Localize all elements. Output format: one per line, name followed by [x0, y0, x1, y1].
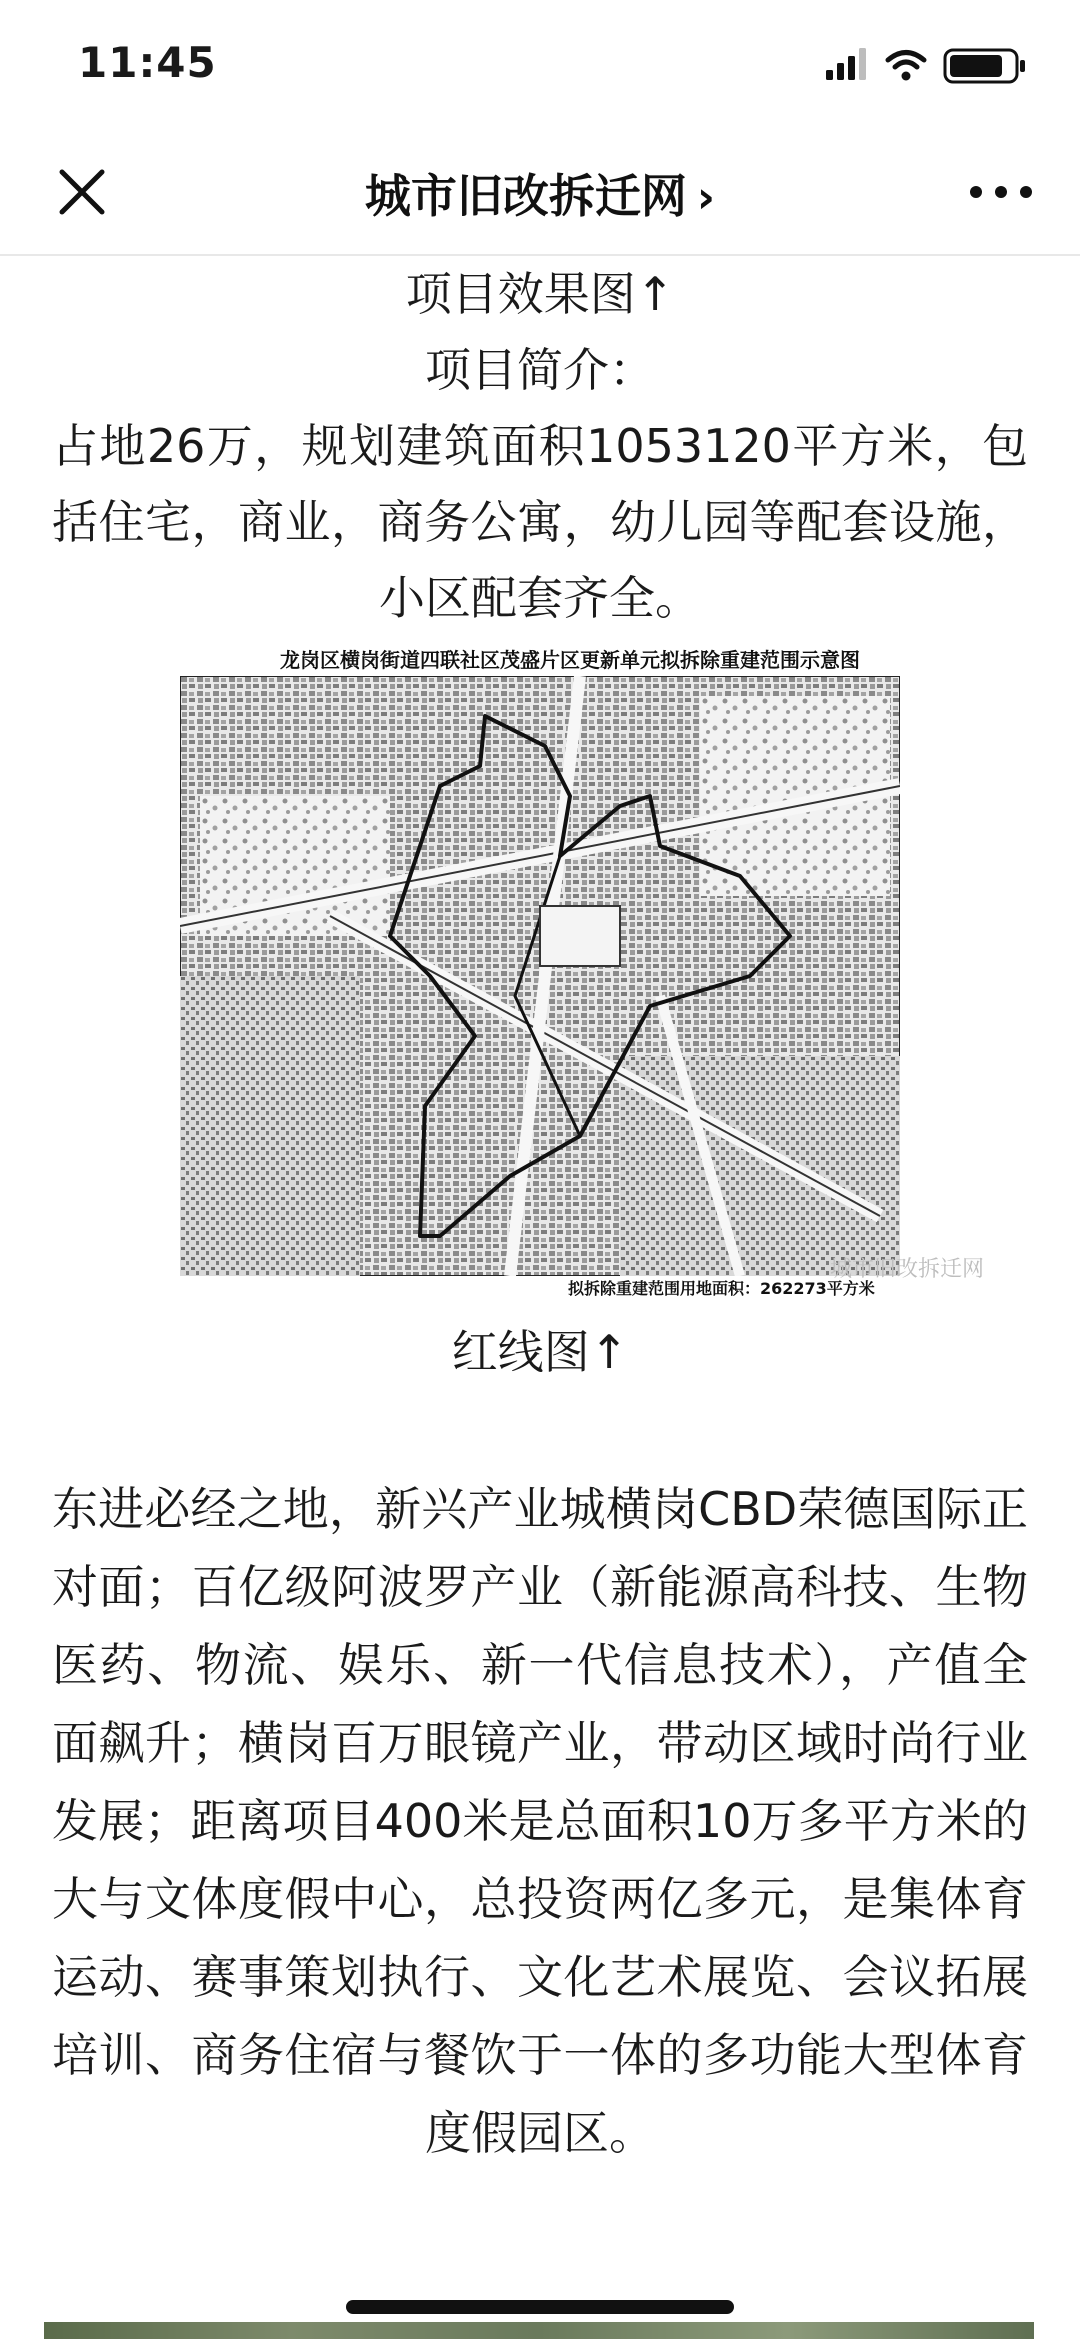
status-time: 11:45: [78, 38, 217, 87]
map-watermark: 城市旧改拆迁网: [830, 1257, 985, 1282]
body-paragraph: 东进必经之地，新兴产业城横岗CBD荣德国际正对面；百亿级阿波罗产业（新能源高科技、生物医药、物流、娱乐、新一代信息技术），产值全面飙升；横岗百万眼镜产业，带动区域时尚行业发展；距离项目400米是总面积10万多平方米的大与文体度假中心，总投资两亿多元，是集体育运动、赛事策划执行、文化艺术展览、会议拓展培训、商务住宿与餐饮于一体的多功能大型体育度假园区。: [52, 1482, 1028, 2160]
close-icon[interactable]: [48, 158, 116, 226]
more-icon[interactable]: [966, 170, 1036, 214]
nav-title: 城市旧改拆迁网: [364, 169, 687, 223]
intro-paragraph: 占地26万，规划建筑面积1053120平方米，包括住宅，商业，商务公寓，幼儿园等配套设施，小区配套齐全。: [52, 419, 1028, 625]
account-title-link[interactable]: [250, 160, 830, 226]
status-bar: [0, 0, 1080, 130]
nav-bar: [0, 130, 1080, 256]
intro-heading: 项目简介：: [425, 343, 655, 397]
battery-icon: [945, 50, 1025, 82]
redline-caption: 红线图↑: [451, 1325, 629, 1379]
effect-image-caption: 项目效果图↑: [405, 267, 675, 321]
signal-icon: [826, 48, 866, 80]
map-drawing: [180, 676, 900, 1276]
next-image-preview[interactable]: [44, 2322, 1034, 2339]
chevron-right-icon: ›: [696, 172, 716, 223]
status-icons: [826, 44, 1036, 84]
map-title: 龙岗区横岗街道四联社区茂盛片区更新单元拟拆除重建范围示意图: [280, 648, 860, 672]
home-indicator[interactable]: [346, 2300, 734, 2314]
map-footer: 拟拆除重建范围用地面积：262273平方米: [568, 1279, 875, 1298]
wifi-icon: [888, 53, 924, 81]
article-content: [0, 256, 1080, 636]
redline-map-image[interactable]: [40, 640, 1040, 1310]
